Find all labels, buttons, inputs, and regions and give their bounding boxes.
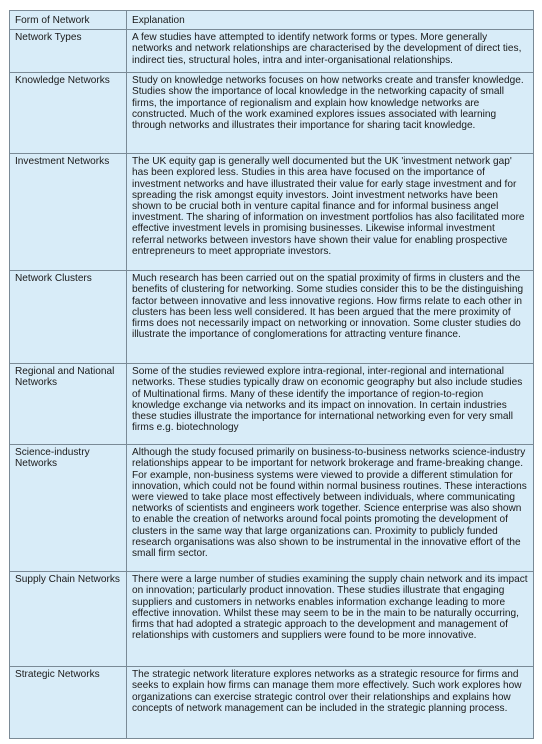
row-explanation: The UK equity gap is generally well documented but the UK 'investment network gap' has been explored less. Studies in this area have focused on the importance of investment networks and have illustrated their value for early stage investment and for spreading the risk amongst equity investors. Joint investment networks have been shown to be crucial both in venture capital finance and for informal business angel investment. The sharing of information on investment portfolios has also facilitated more effective investment levels in promising businesses. Likewise informal investment referral networks between investors have shown their value for enabling prospective entrepreneurs to meet appropriate investors.	[127, 154, 534, 271]
table-row	[10, 667, 534, 739]
row-form-label: Knowledge Networks	[10, 73, 127, 154]
row-explanation: Although the study focused primarily on business-to-business networks science-industry relationships appear to be important for network brokerage and frame-breaking change. For example, non-business systems were viewed to provide a different stimulation for innovation, which could not be found within normal business routines. These interactions were viewed to take place most effectively between individuals, where communicating networks of scientists and engineers work together. Science enterprise was also shown to enable the creation of networks around focal points promoting the development of clusters in the same way that large organizations can. Proximity to publicly funded research organisations was also shown to be instrumental in the innovative effort of the small firm sector.	[127, 445, 534, 572]
table-row	[10, 364, 534, 445]
row-form-label: Science-industry Networks	[10, 445, 127, 572]
row-form-label: Network Types	[10, 30, 127, 73]
row-explanation: A few studies have attempted to identify network forms or types. More generally networks and network relationships are characterised by the development of direct ties, indirect ties, structural holes, intra and inter-organisational relationships.	[127, 30, 534, 73]
table-row	[10, 271, 534, 364]
row-form-label: Network Clusters	[10, 271, 127, 364]
row-explanation: Some of the studies reviewed explore intra-regional, inter-regional and international networks. These studies typically draw on economic geography but also include studies of Multinational firms. Many of these identify the importance of region-to-region knowledge exchange via networks and its impact on innovation. In certain industries these studies illustrate the importance for international networking even for very small firms e.g. biotechnology	[127, 364, 534, 445]
network-forms-table	[9, 10, 534, 739]
table-row	[10, 30, 534, 73]
row-explanation: Study on knowledge networks focuses on how networks create and transfer knowledge. Studies show the importance of local knowledge in the networking capacity of small firms, the importance of regionalism and explain how knowledge networks are constructed. Much of the work examined explores issues associated with learning through networks and illustrates their importance for sharing tacit knowledge.	[127, 73, 534, 154]
row-explanation: Much research has been carried out on the spatial proximity of firms in clusters and the benefits of clustering for networking. Some studies consider this to be the distinguishing factor between innovative and less innovative regions. How firms relate to each other in clusters has been less well considered. It has been argued that the mere proximity of firms does not necessarily impact on networking or innovation. Some cluster studies do illustrate the importance of conglomerations for attracting venture finance.	[127, 271, 534, 364]
table-row	[10, 73, 534, 154]
column-header-explanation: Explanation	[127, 11, 534, 30]
row-form-label: Investment Networks	[10, 154, 127, 271]
table-header-row	[10, 11, 534, 30]
row-form-label: Supply Chain Networks	[10, 572, 127, 667]
table-row	[10, 445, 534, 572]
row-explanation: The strategic network literature explores networks as a strategic resource for firms and seeks to explain how firms can manage them more effectively. Such work explores how organizations can exercise strategic control over their relationships and explains how concepts of network management can be included in the strategic planning process.	[127, 667, 534, 739]
row-explanation: There were a large number of studies examining the supply chain network and its impact on innovation; particularly product innovation. These studies illustrate that engaging suppliers and customers in networks enables information exchange leading to more effective innovation. Whilst these may seem to be in the main to be naturally occurring, firms that had adopted a strategic approach to the development and management of relationships with customers and suppliers were found to be more innovative.	[127, 572, 534, 667]
row-form-label: Regional and National Networks	[10, 364, 127, 445]
table-row	[10, 154, 534, 271]
column-header-form: Form of Network	[10, 11, 127, 30]
row-form-label: Strategic Networks	[10, 667, 127, 739]
table-row	[10, 572, 534, 667]
